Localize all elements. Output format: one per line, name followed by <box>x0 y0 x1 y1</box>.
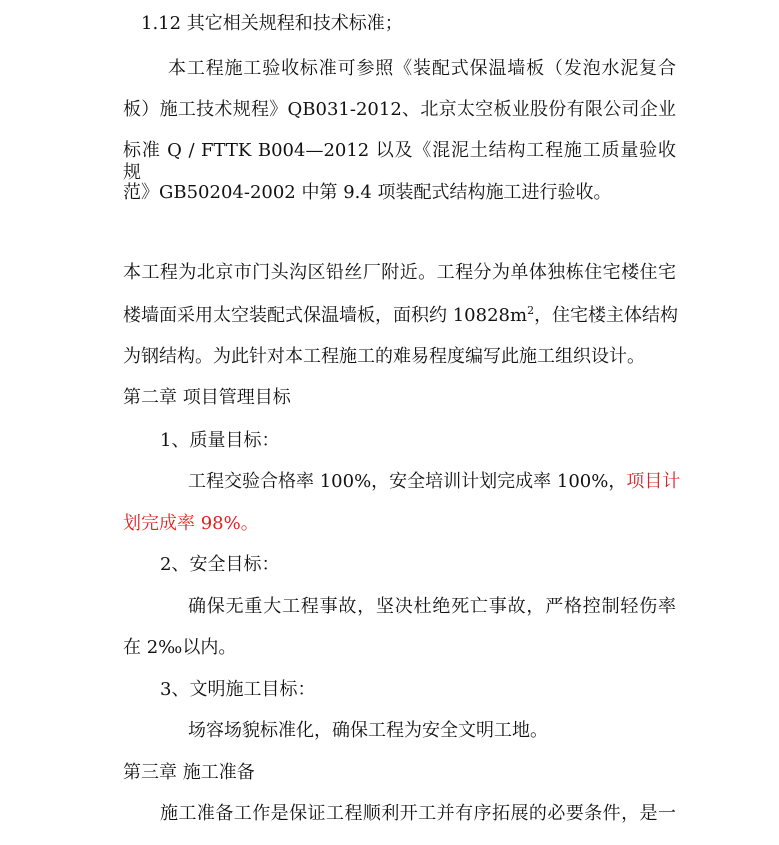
goal-3-title: 3、文明施工目标： <box>160 679 316 700</box>
goal-2-title: 2、安全目标： <box>160 554 280 575</box>
goal-3-line-1: 场容场貌标准化，确保工程为安全文明工地。 <box>188 720 548 741</box>
goal-2-line-2: 在 2‰以内。 <box>123 637 237 658</box>
chapter-2-title: 第二章 项目管理目标 <box>123 387 291 408</box>
preparation-line-1: 施工准备工作是保证工程顺利开工并有序拓展的必要条件，是一 <box>160 803 676 824</box>
goal-1-highlight: 项目计 <box>626 471 681 492</box>
area-unit-superscript: 2 <box>527 304 535 317</box>
goal-1-line-1 <box>188 471 680 493</box>
paragraph-1-line-4: 范》GB50204-2002 中第 9.4 项装配式结构施工进行验收。 <box>123 182 612 203</box>
goal-1-text: 工程交验合格率 100%，安全培训计划完成率 100%， <box>188 471 627 492</box>
paragraph-1-line-3: 标准 Q / FTTK B004—2012 以及《混泥土结构工程施工质量验收规 <box>123 140 676 183</box>
paragraph-1-line-1: 本工程施工验收标准可参照《装配式保温墙板（发泡水泥复合 <box>168 58 676 79</box>
chapter-3-title: 第三章 施工准备 <box>123 762 255 783</box>
goal-1-title: 1、质量目标： <box>160 430 280 451</box>
paragraph-2-line-1: 本工程为北京市门头沟区铅丝厂附近。工程分为单体独栋住宅楼住宅 <box>123 262 676 283</box>
paragraph-2-line-2 <box>123 304 679 327</box>
paragraph-2-line-2-tail: ，住宅楼主体结构 <box>534 305 679 326</box>
paragraph-2-line-2-text: 楼墙面采用太空装配式保温墙板，面积约 10828m <box>123 305 528 326</box>
goal-2-line-1: 确保无重大工程事故，坚决杜绝死亡事故，严格控制轻伤率 <box>188 596 676 617</box>
paragraph-2-line-3: 为钢结构。为此针对本工程施工的难易程度编写此施工组织设计。 <box>123 346 645 367</box>
goal-1-line-2: 划完成率 98%。 <box>123 513 259 534</box>
paragraph-1-line-2: 板）施工技术规程》QB031-2012、北京太空板业股份有限公司企业 <box>123 99 676 120</box>
section-heading-1-12: 1.12 其它相关规程和技术标准； <box>141 13 403 34</box>
